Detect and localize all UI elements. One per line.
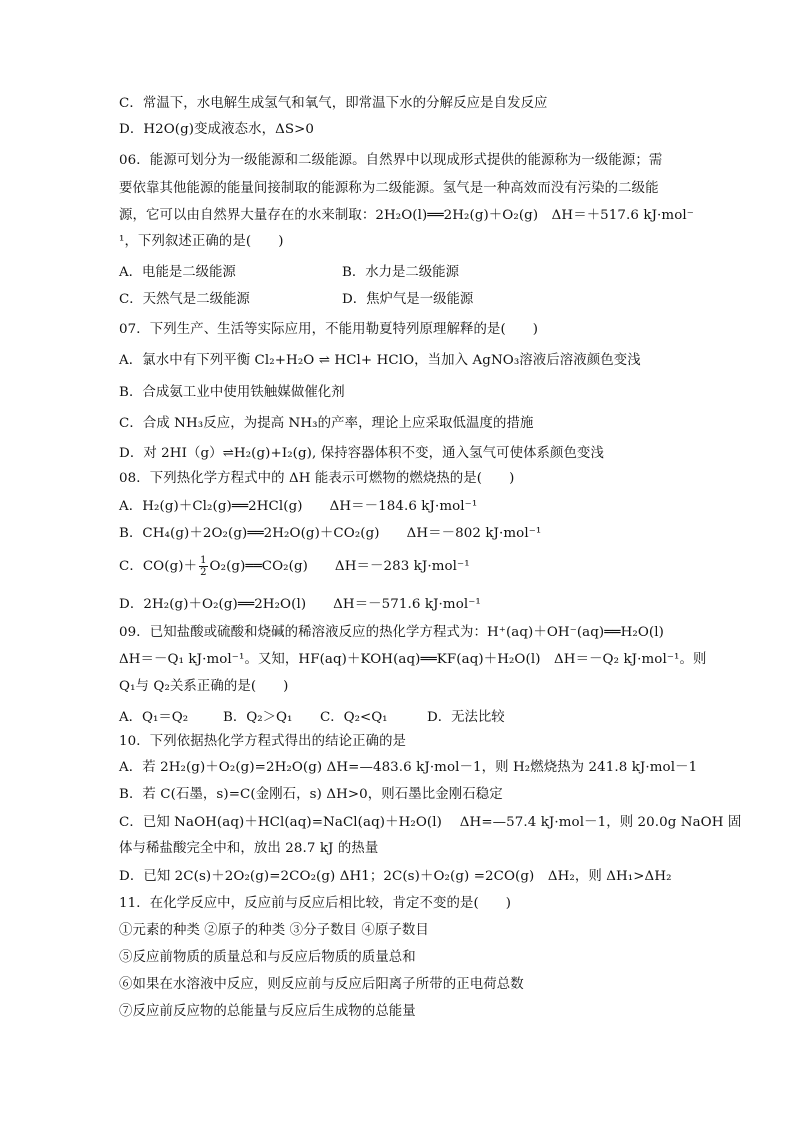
- question-09-stem: ΔH＝－Q₁ kJ·mol⁻¹。又知，HF(aq)＋KOH(aq)══KF(aq)＋H₂O(l) ΔH＝－Q₂ kJ·mol⁻¹。则: [119, 652, 707, 667]
- question-09-stem: Q₁与 Q₂关系正确的是( ): [119, 679, 289, 694]
- fraction-denominator: 2: [200, 567, 207, 578]
- option-b: B．Q₂＞Q₁: [223, 710, 293, 725]
- list-item: ⑥如果在水溶液中反应，则反应前与反应后阳离子所带的正电荷总数: [119, 977, 524, 992]
- question-06-stem: 要依靠其他能源的能量间接制取的能源称为二级能源。氢气是一种高效而没有污染的二级能: [119, 181, 659, 196]
- option-a: A．电能是二级能源: [119, 265, 236, 280]
- question-07-stem: 07．下列生产、生活等实际应用，不能用勒夏特列原理解释的是( ): [119, 322, 539, 337]
- option-c: C．已知 NaOH(aq)＋HCl(aq)=NaCl(aq)＋H₂O(l) ΔH=—57.4 kJ·mol－1，则 20.0g NaOH 固: [119, 815, 742, 830]
- question-06-stem: 06．能源可划分为一级能源和二级能源。自然界中以现成形式提供的能源称为一级能源；需: [119, 153, 663, 168]
- list-item: ⑤反应前物质的质量总和与反应后物质的质量总和: [119, 950, 416, 965]
- equation: 2H₂O(l)══2H₂(g)＋O₂(g) ΔH＝＋517.6 kJ·mol⁻: [375, 208, 694, 223]
- option-b: B．若 C(石墨，s)=C(金刚石，s) ΔH>0，则石墨比金刚石稳定: [119, 787, 503, 802]
- question-10-stem: 10．下列依据热化学方程式得出的结论正确的是: [119, 734, 407, 749]
- fraction: [199, 555, 207, 578]
- option-a: A．Q₁＝Q₂: [119, 710, 189, 725]
- option-text: D．H2O(g)变成液态水，ΔS>0: [119, 122, 315, 137]
- option-a: A．H₂(g)＋Cl₂(g)══2HCl(g) ΔH＝－184.6 kJ·mol⁻¹: [119, 499, 478, 514]
- question-06-stem: ¹，下列叙述正确的是( ): [119, 234, 284, 249]
- option-d: D．无法比较: [427, 710, 505, 725]
- question-08-stem: 08．下列热化学方程式中的 ΔH 能表示可燃物的燃烧热的是( ): [119, 471, 515, 486]
- option-d: D．已知 2C(s)＋2O₂(g)=2CO₂(g) ΔH1；2C(s)＋O₂(g) =2CO(g) ΔH₂，则 ΔH₁>ΔH₂: [119, 869, 672, 884]
- option-d: D．2H₂(g)＋O₂(g)══2H₂O(l) ΔH＝－571.6 kJ·mol⁻¹: [119, 597, 481, 612]
- option-a: A．若 2H₂(g)＋O₂(g)=2H₂O(g) ΔH=—483.6 kJ·mol－1，则 H₂燃烧热为 241.8 kJ·mol－1: [119, 760, 698, 775]
- list-item: ①元素的种类 ②原子的种类 ③分子数目 ④原子数目: [119, 923, 429, 938]
- option-c: C．合成 NH₃反应，为提高 NH₃的产率，理论上应采取低温度的措施: [119, 416, 534, 431]
- option-c-cont: 体与稀盐酸完全中和，放出 28.7 kJ 的热量: [119, 841, 379, 856]
- option-b: B．水力是二级能源: [342, 265, 459, 280]
- option-c-pre: C．CO(g)＋: [119, 559, 198, 574]
- option-c: C．Q₂<Q₁: [320, 710, 388, 725]
- stem-text: 源，它可以由自然界大量存在的水来制取：: [119, 208, 376, 223]
- option-b: B．CH₄(g)＋2O₂(g)══2H₂O(g)＋CO₂(g) ΔH＝－802 kJ·mol⁻¹: [119, 526, 542, 541]
- fraction-numerator: 1: [200, 555, 207, 566]
- question-09-stem: 09．已知盐酸或硫酸和烧碱的稀溶液反应的热化学方程式为：H⁺(aq)＋OH⁻(aq)══H₂O(l): [119, 625, 664, 640]
- option-c: [119, 555, 470, 578]
- option-d: D．焦炉气是一级能源: [342, 292, 474, 307]
- option-b: B．合成氨工业中使用铁触媒做催化剂: [119, 385, 345, 400]
- option-c: C．天然气是二级能源: [119, 292, 250, 307]
- option-a: A．氯水中有下列平衡 Cl₂+H₂O ⇌ HCl+ HClO，当加入 AgNO₃溶液后溶液颜色变浅: [119, 353, 641, 368]
- option-text: C．常温下，水电解生成氢气和氧气，即常温下水的分解反应是自发反应: [119, 96, 548, 111]
- question-06-stem: [119, 207, 694, 225]
- list-item: ⑦反应前反应物的总能量与反应后生成物的总能量: [119, 1004, 416, 1019]
- option-c-post: O₂(g)══CO₂(g) ΔH＝－283 kJ·mol⁻¹: [209, 559, 470, 574]
- option-d: D．对 2HI（g）⇌H₂(g)+I₂(g), 保持容器体积不变，通入氢气可使体系颜色变浅: [119, 446, 605, 461]
- question-11-stem: 11．在化学反应中，反应前与反应后相比较，肯定不变的是( ): [119, 896, 512, 911]
